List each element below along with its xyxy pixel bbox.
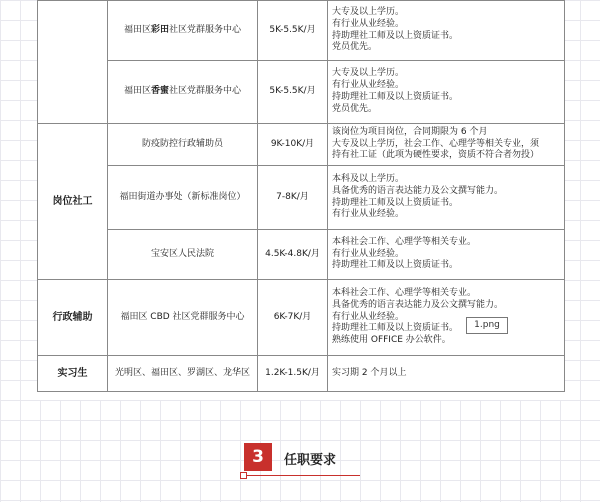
unit-cell: 福田区 CBD 社区党群服务中心	[108, 280, 258, 356]
requirements-cell: 大专及以上学历。 有行业从业经验。 持助理社工师及以上资质证书。 党员优先。	[328, 61, 565, 124]
salary-cell: 5K-5.5K/月	[258, 61, 328, 124]
salary-cell: 9K-10K/月	[258, 124, 328, 166]
requirements-cell: 该岗位为项目岗位，合同期限为 6 个月 大专及以上学历，社会工作、心理学等相关专业，须 持有社工证（此项为硬性要求，资质不符合者勿投）	[328, 124, 565, 166]
category-cell-top	[38, 1, 108, 124]
section-underline	[244, 475, 360, 476]
unit-cell: 光明区、福田区、罗湖区、龙华区	[108, 356, 258, 392]
salary-cell: 1.2K-1.5K/月	[258, 356, 328, 392]
table-row	[38, 166, 565, 230]
section-title: 任职要求	[284, 453, 337, 468]
salary-cell: 4.5K-4.8K/月	[258, 230, 328, 280]
section-handle-dot	[240, 472, 247, 479]
unit-cell: 福田区香蜜社区党群服务中心	[108, 61, 258, 124]
table-row	[38, 356, 565, 392]
table-row	[38, 1, 565, 61]
unit-cell: 宝安区人民法院	[108, 230, 258, 280]
category-cell: 岗位社工	[38, 124, 108, 280]
category-cell: 实习生	[38, 356, 108, 392]
table-row	[38, 230, 565, 280]
requirements-cell: 本科及以上学历。 具备优秀的语言表达能力及公文撰写能力。 持助理社工师及以上资质证书。 有行业从业经验。	[328, 166, 565, 230]
requirements-cell: 大专及以上学历。 有行业从业经验。 持助理社工师及以上资质证书。 党员优先。	[328, 1, 565, 61]
table-row	[38, 61, 565, 124]
salary-cell: 7-8K/月	[258, 166, 328, 230]
image-filename-tag: 1.png	[466, 317, 508, 334]
requirements-cell: 实习期 2 个月以上	[328, 356, 565, 392]
requirements-cell: 本科社会工作、心理学等相关专业。 具备优秀的语言表达能力及公文撰写能力。 有行业从业经验。 持助理社工师及以上资质证书。 熟练使用 OFFICE 办公软件。	[328, 280, 565, 356]
table-row	[38, 124, 565, 166]
salary-cell: 6K-7K/月	[258, 280, 328, 356]
unit-cell: 防疫防控行政辅助员	[108, 124, 258, 166]
section-number: 3	[244, 443, 272, 471]
unit-cell: 福田区彩田社区党群服务中心	[108, 1, 258, 61]
requirements-cell: 本科社会工作、心理学等相关专业。 有行业从业经验。 持助理社工师及以上资质证书。	[328, 230, 565, 280]
unit-cell: 福田街道办事处（新标准岗位）	[108, 166, 258, 230]
category-cell: 行政辅助	[38, 280, 108, 356]
salary-cell: 5K-5.5K/月	[258, 1, 328, 61]
